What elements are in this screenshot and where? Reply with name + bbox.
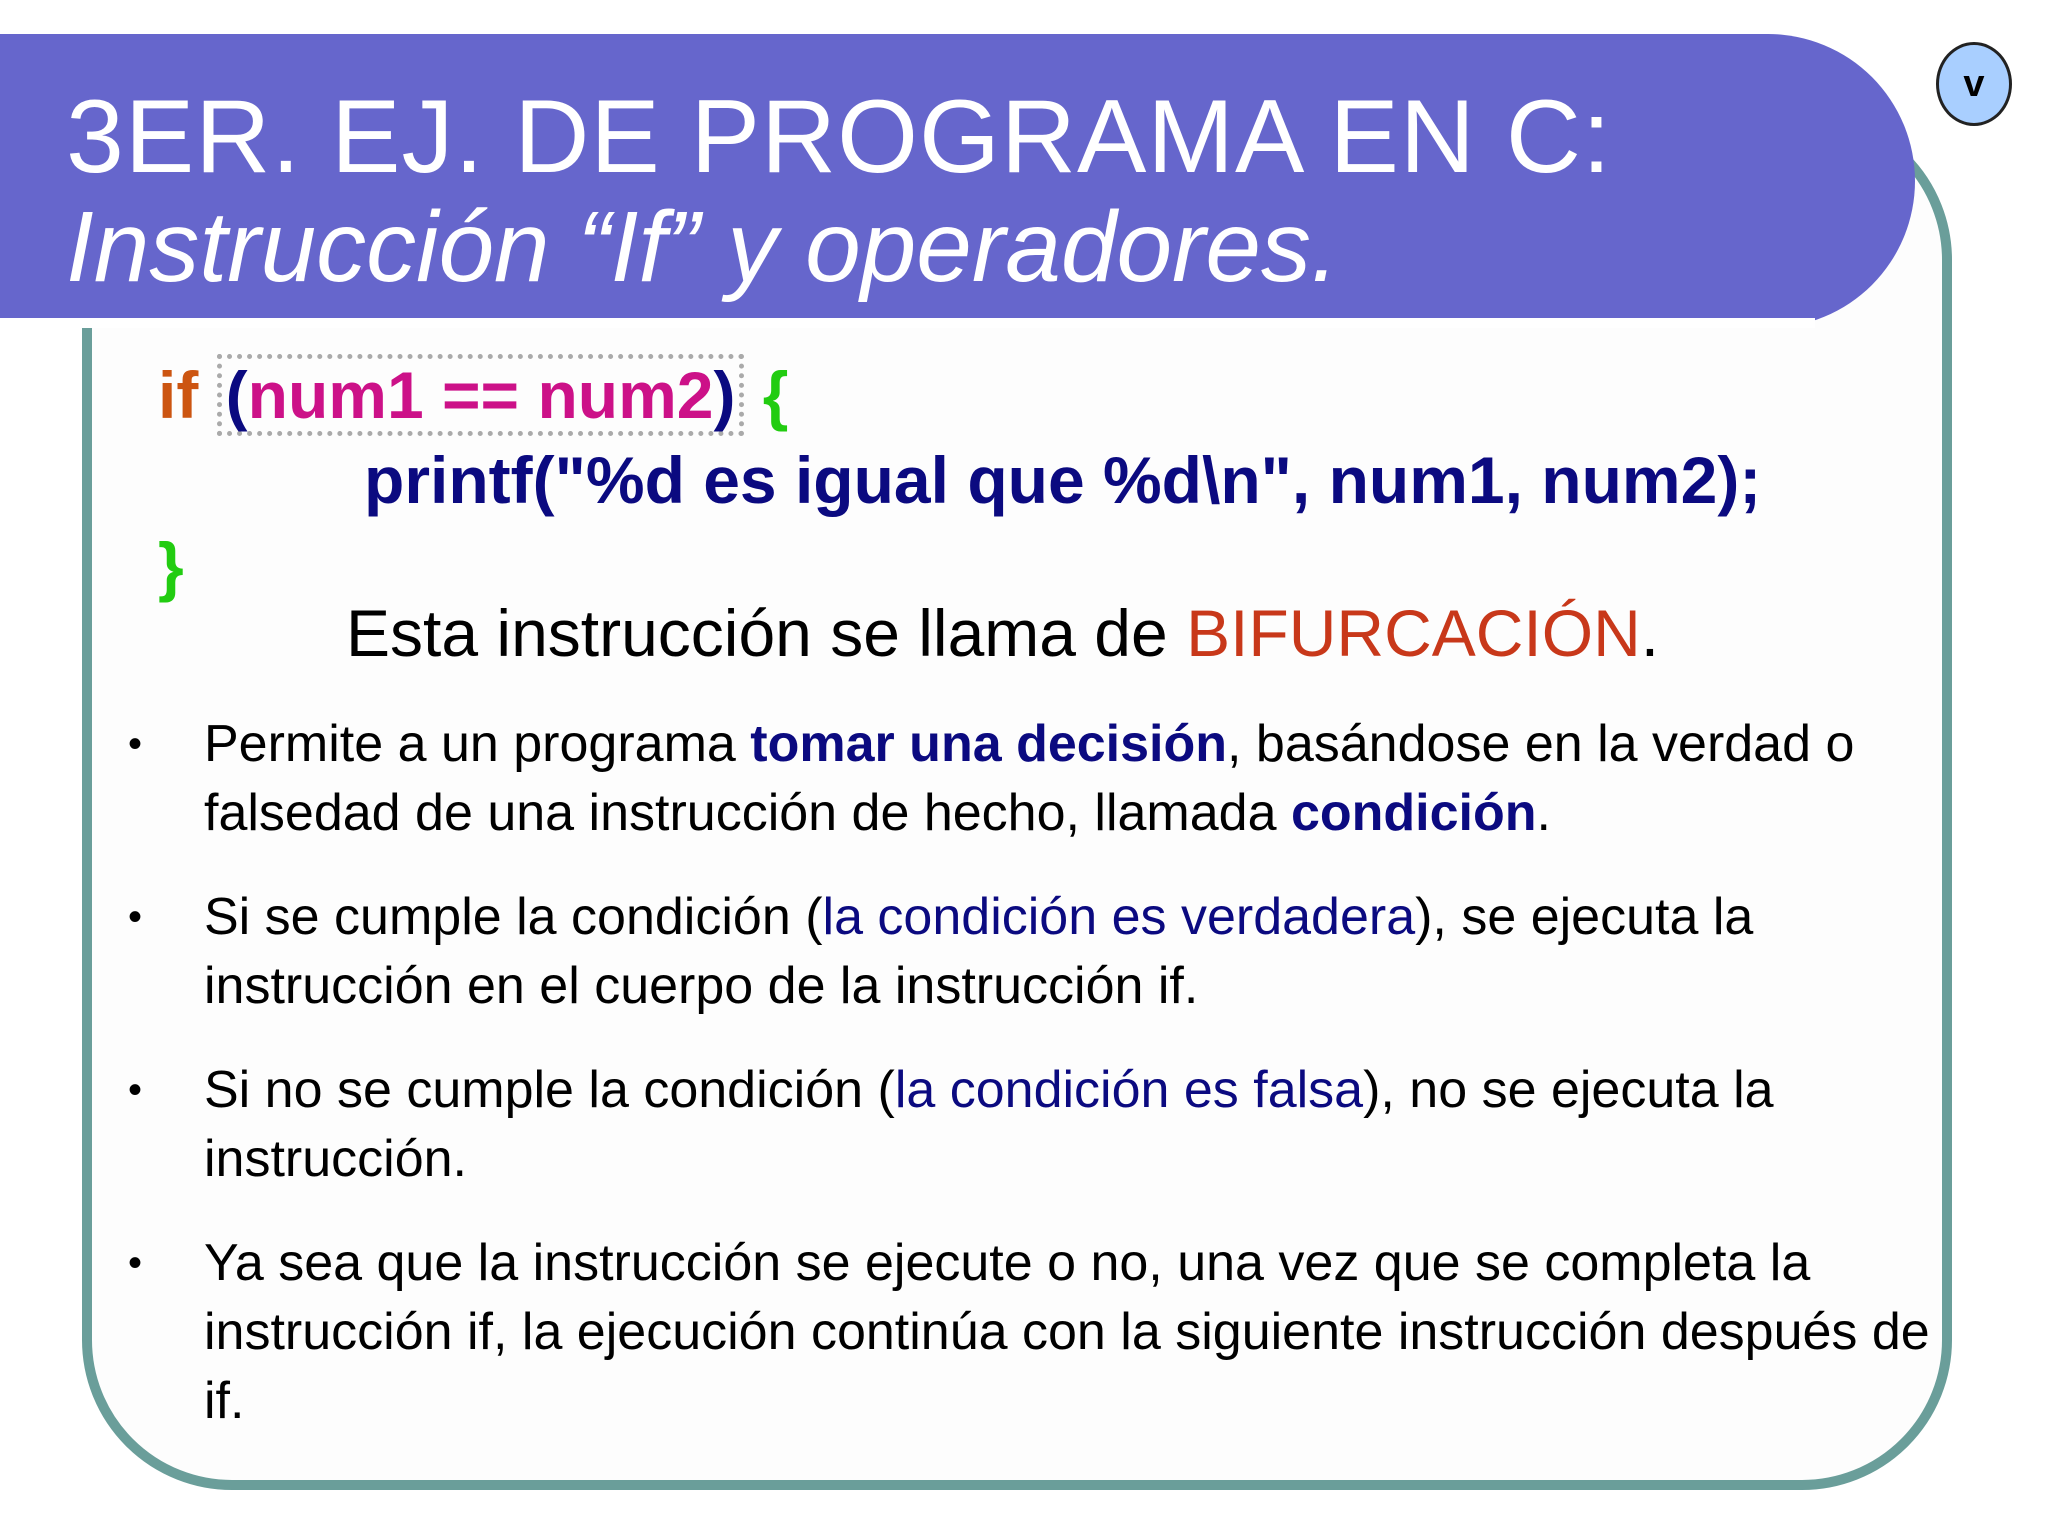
statement-suffix: .: [1640, 596, 1660, 670]
bullet-item: [122, 710, 1942, 848]
bullet-text: ), se ejecuta la instrucción en el cuerpo de la instrucción if.: [204, 888, 1754, 1015]
bullet-highlight: la condición es falsa: [894, 1061, 1364, 1119]
bullet-list: [122, 710, 1942, 1471]
code-line-if: [158, 354, 788, 436]
bullet-text: , basándose en la verdad o falsedad de una instrucción de hecho, llamada: [204, 715, 1855, 842]
code-paren-open: (: [225, 358, 248, 432]
title-bar: [0, 34, 1915, 328]
bullet-highlight: la condición es verdadera: [822, 888, 1416, 946]
title-underline: [0, 318, 1815, 328]
bullet-text: Si no se cumple la condición (: [204, 1061, 895, 1119]
bullet-highlight: tomar una decisión: [750, 715, 1228, 773]
bifurcation-statement: [346, 588, 1659, 678]
bullet-text: Permite a un programa: [204, 715, 751, 773]
bullet-text: Si se cumple la condición (: [204, 888, 823, 946]
nav-button-label: v: [1963, 62, 1985, 105]
bullet-item: [122, 1056, 1942, 1194]
bullet-dot-icon: •: [128, 1241, 143, 1285]
navigation-button[interactable]: [1936, 42, 2012, 126]
bullet-dot-icon: •: [128, 722, 143, 766]
code-brace-close: }: [158, 529, 184, 603]
slide-title: 3ER. EJ. DE PROGRAMA EN C:: [66, 79, 1612, 195]
bullet-highlight: condición: [1290, 784, 1537, 842]
bullet-text: .: [1536, 784, 1551, 842]
bullet-item: [122, 1229, 1942, 1436]
code-condition-box: [217, 354, 745, 436]
code-brace-open: {: [762, 358, 789, 432]
code-if-keyword: if: [158, 358, 199, 432]
slide-subtitle: Instrucción “If” y operadores.: [66, 191, 1339, 303]
code-paren-close: ): [713, 358, 736, 432]
bullet-text: Ya sea que la instrucción se ejecute o no, una vez que se completa la instrucción if, la ejecución continúa con la siguiente instrucción después de if.: [204, 1234, 1930, 1430]
bullet-item: [122, 883, 1942, 1021]
code-condition: num1 == num2: [247, 358, 714, 432]
bullet-dot-icon: •: [128, 1068, 143, 1112]
bullet-dot-icon: •: [128, 895, 143, 939]
bullet-text: ), no se ejecuta la instrucción.: [204, 1061, 1774, 1188]
statement-highlight: BIFURCACIÓN: [1186, 596, 1641, 670]
code-line-printf: printf("%d es igual que %d\n", num1, num2);: [364, 443, 1762, 517]
statement-prefix: Esta instrucción se llama de: [346, 596, 1187, 670]
